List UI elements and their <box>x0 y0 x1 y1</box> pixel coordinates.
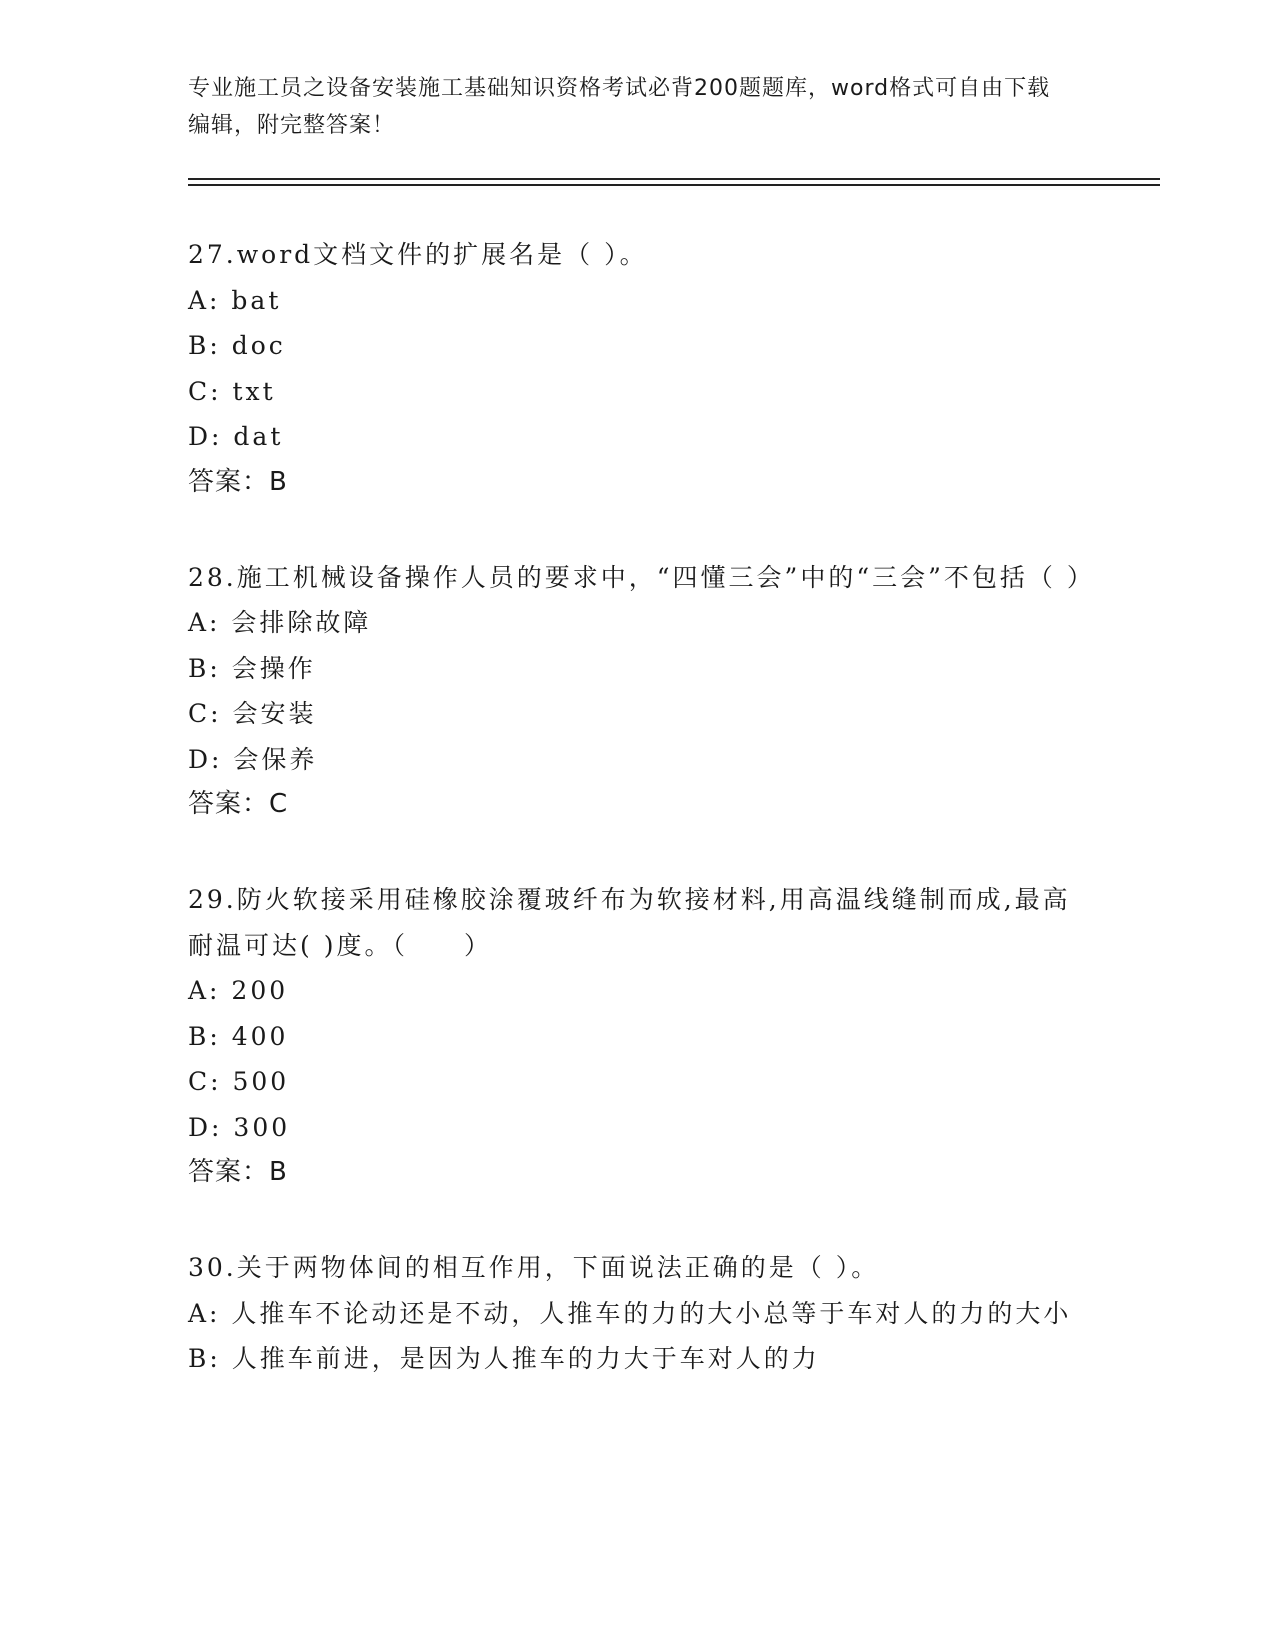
answer-line: 答案：C <box>188 789 289 819</box>
header-rule-bottom <box>188 184 1160 186</box>
option-a: A: 200 <box>188 976 289 1005</box>
question-list <box>188 232 1095 1432</box>
document-header: 专业施工员之设备安装施工基础知识资格考试必背200题题库，word格式可自由下载编辑，附完整答案！ <box>188 76 1051 138</box>
question-stem: 29.防火软接采用硅橡胶涂覆玻纤布为软接材料,用高温线缝制而成,最高耐温可达( )度。（ ） <box>188 885 1071 960</box>
option-b: B: 400 <box>188 1021 289 1051</box>
answer-line: 答案：B <box>188 1157 288 1187</box>
answer-line: 答案：B <box>188 466 288 497</box>
option-d: D: dat <box>188 422 284 451</box>
option-b: B: 人推车前进，是因为人推车的力大于车对人的力 <box>188 1344 820 1373</box>
question-30 <box>188 1245 1088 1382</box>
header-rule-top <box>188 178 1160 180</box>
question-27 <box>188 232 1088 505</box>
option-a: A: bat <box>188 285 282 315</box>
question-stem: 28.施工机械设备操作人员的要求中，“四懂三会”中的“三会”不包括（ ） <box>188 562 1095 592</box>
question-stem: 30.关于两物体间的相互作用，下面说法正确的是（ ）。 <box>188 1253 880 1282</box>
option-a: A: 人推车不论动还是不动，人推车的力的大小总等于车对人的力的大小 <box>188 1298 1072 1328</box>
option-b: B: doc <box>188 331 286 360</box>
question-29 <box>188 877 1088 1195</box>
option-a: A: 会排除故障 <box>188 608 372 637</box>
option-d: D: 300 <box>188 1112 291 1142</box>
question-stem: 27.word文档文件的扩展名是（ ）。 <box>188 240 648 269</box>
option-c: C: txt <box>188 376 276 406</box>
option-c: C: 500 <box>188 1067 290 1096</box>
option-c: C: 会安装 <box>188 699 317 728</box>
question-28 <box>188 555 1095 828</box>
option-d: D: 会保养 <box>188 744 318 774</box>
option-b: B: 会操作 <box>188 653 316 683</box>
